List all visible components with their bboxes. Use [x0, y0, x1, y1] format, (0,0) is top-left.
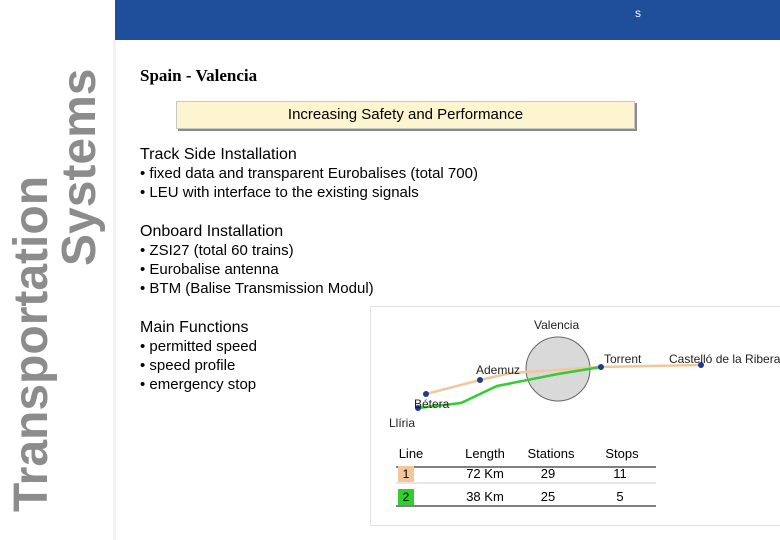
sidebar-divider: [113, 40, 116, 540]
table-cell: 38 Km: [466, 489, 504, 504]
table-header: Line: [398, 446, 424, 461]
table-cell: 25: [540, 489, 556, 504]
line-1-swatch: 1: [398, 466, 414, 482]
line-2-swatch: 2: [398, 489, 414, 505]
label-liria: Llíria: [389, 416, 416, 430]
onboard-item: • ZSI27 (total 60 trains): [140, 242, 294, 259]
ademuz-station: [477, 377, 483, 383]
onboard-heading: Onboard Installation: [140, 223, 284, 240]
banner: Increasing Safety and Performance: [176, 101, 635, 129]
header-bar: [115, 0, 780, 40]
label-valencia: Valencia: [534, 318, 580, 332]
functions-item: • permitted speed: [140, 338, 257, 355]
functions-heading: Main Functions: [140, 319, 249, 336]
table-header: Length: [465, 446, 505, 461]
label-betera: Bétera: [414, 397, 450, 411]
metro-map: [370, 306, 780, 526]
table-cell: 72 Km: [466, 466, 504, 481]
header-corner-text: s: [635, 6, 641, 20]
trackside-item: • fixed data and transparent Eurobalises (total 700): [140, 165, 478, 182]
sidebar-title-line2: Systems: [53, 68, 106, 266]
label-torrent: Torrent: [604, 352, 642, 366]
trackside-item: • LEU with interface to the existing signals: [140, 184, 419, 201]
onboard-item: • Eurobalise antenna: [140, 261, 279, 278]
functions-section: [140, 318, 257, 394]
table-cell: 5: [616, 489, 624, 504]
label-ademuz: Ademuz: [476, 363, 521, 377]
page-title: Spain - Valencia: [140, 66, 258, 85]
sidebar-title-line1: Transportation: [5, 175, 58, 512]
trackside-heading: Track Side Installation: [140, 146, 297, 163]
onboard-item: • BTM (Balise Transmission Modul): [140, 280, 374, 297]
table-header: Stops: [605, 446, 639, 461]
label-castello: Castelló de la Ribera: [669, 352, 780, 366]
trackside-section: [140, 145, 478, 202]
table-cell: 29: [540, 466, 556, 481]
table-header: Stations: [527, 446, 575, 461]
functions-item: • speed profile: [140, 357, 236, 374]
table-cell: 11: [613, 466, 627, 481]
onboard-section: [140, 222, 374, 298]
functions-item: • emergency stop: [140, 376, 257, 393]
